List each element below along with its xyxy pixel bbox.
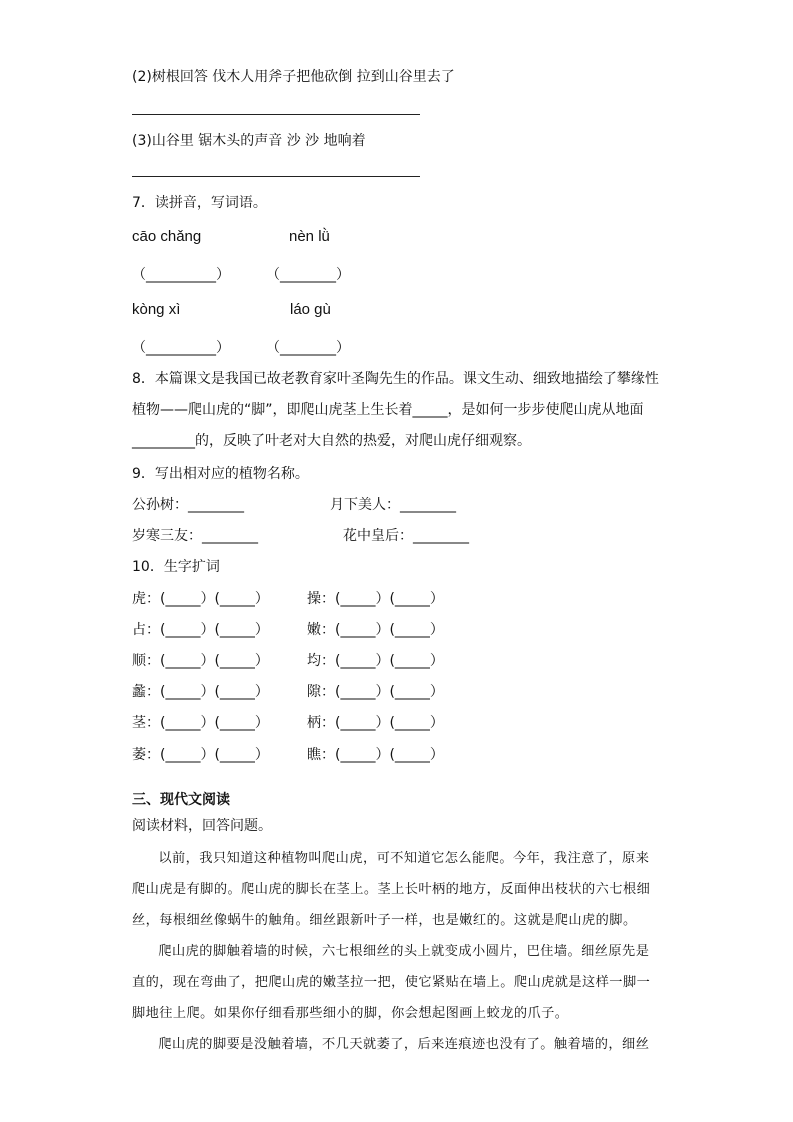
answer-bracket[interactable]: （__________） [132, 340, 230, 356]
answer-line[interactable] [132, 176, 420, 177]
pinyin-2: nèn lǜ [289, 228, 330, 245]
q10-right-row[interactable]: 操：(_____）(_____） [307, 591, 444, 607]
q7-title: 7．读拼音，写词语。 [132, 195, 267, 211]
answer-bracket[interactable]: （________） [266, 340, 350, 356]
pinyin-1: cāo chǎng [132, 228, 202, 245]
q10-right-row[interactable]: 柄：(_____）(_____） [307, 715, 444, 731]
q9-item[interactable]: 岁寒三友：________ [132, 528, 258, 544]
answer-line[interactable] [132, 114, 420, 115]
q10-right-row[interactable]: 均：(_____）(_____） [307, 653, 444, 669]
q10-right-row[interactable]: 嫩：(_____）(_____） [307, 622, 444, 638]
q8-line-1: 8．本篇课文是我国已故老教育家叶圣陶先生的作品。课文生动、细致地描绘了攀缘性 [132, 371, 659, 387]
q10-right-row[interactable]: 瞧：(_____）(_____） [307, 747, 444, 763]
q9-title: 9．写出相对应的植物名称。 [132, 466, 309, 482]
q10-right-row[interactable]: 隙：(_____）(_____） [307, 684, 444, 700]
reading-paragraph-3: 爬山虎的脚要是没触着墙，不几天就萎了，后来连痕迹也没有了。触着墙的，细丝 [158, 1037, 650, 1052]
q10-left-row[interactable]: 蠡：(_____）(_____） [132, 684, 269, 700]
q10-title: 10．生字扩词 [132, 559, 220, 575]
q10-left-row[interactable]: 顺：(_____）(_____） [132, 653, 269, 669]
section-heading: 三、现代文阅读 [132, 792, 230, 808]
answer-bracket[interactable]: （__________） [132, 267, 230, 283]
reading-paragraph-2: 爬山虎的脚触着墙的时候，六七根细丝的头上就变成小圆片，巴住墙。细丝原先是直的，现在弯曲了，把爬山虎的嫩茎拉一把，使它紧贴在墙上。爬山虎就是这样一脚一脚地往上爬。如果你仔细看那些细小的脚，你会想起图画上蛟龙的爪子。 [132, 944, 651, 1021]
q8-line-2: 植物——爬山虎的“脚”，即爬山虎茎上生长着_____，是如何一步步使爬山虎从地面 [132, 402, 644, 418]
q9-item[interactable]: 月下美人：________ [330, 497, 456, 513]
q9-item[interactable]: 公孙树：________ [132, 497, 244, 513]
q8-line-3: _________的，反映了叶老对大自然的热爱，对爬山虎仔细观察。 [132, 433, 531, 449]
pinyin-3: kòng xì [132, 301, 181, 318]
section-instruction: 阅读材料，回答问题。 [132, 818, 272, 834]
q6-item-2: (2)树根回答 伐木人用斧子把他砍倒 拉到山谷里去了 [132, 69, 455, 85]
q9-item[interactable]: 花中皇后：________ [343, 528, 469, 544]
reading-paragraph-1: 以前，我只知道这种植物叫爬山虎，可不知道它怎么能爬。今年，我注意了，原来爬山虎是有脚的。爬山虎的脚长在茎上。茎上长叶柄的地方，反面伸出枝状的六七根细丝，每根细丝像蜗牛的触角。细丝跟新叶子一样，也是嫩红的。这就是爬山虎的脚。 [132, 851, 651, 928]
q10-left-row[interactable]: 茎：(_____）(_____） [132, 715, 269, 731]
pinyin-4: láo gù [290, 301, 331, 318]
answer-bracket[interactable]: （________） [266, 267, 350, 283]
q10-left-row[interactable]: 虎：(_____）(_____） [132, 591, 269, 607]
q6-item-3: (3)山谷里 锯木头的声音 沙 沙 地响着 [132, 133, 366, 149]
q10-left-row[interactable]: 占：(_____）(_____） [132, 622, 269, 638]
q10-left-row[interactable]: 萎：(_____）(_____） [132, 747, 269, 763]
